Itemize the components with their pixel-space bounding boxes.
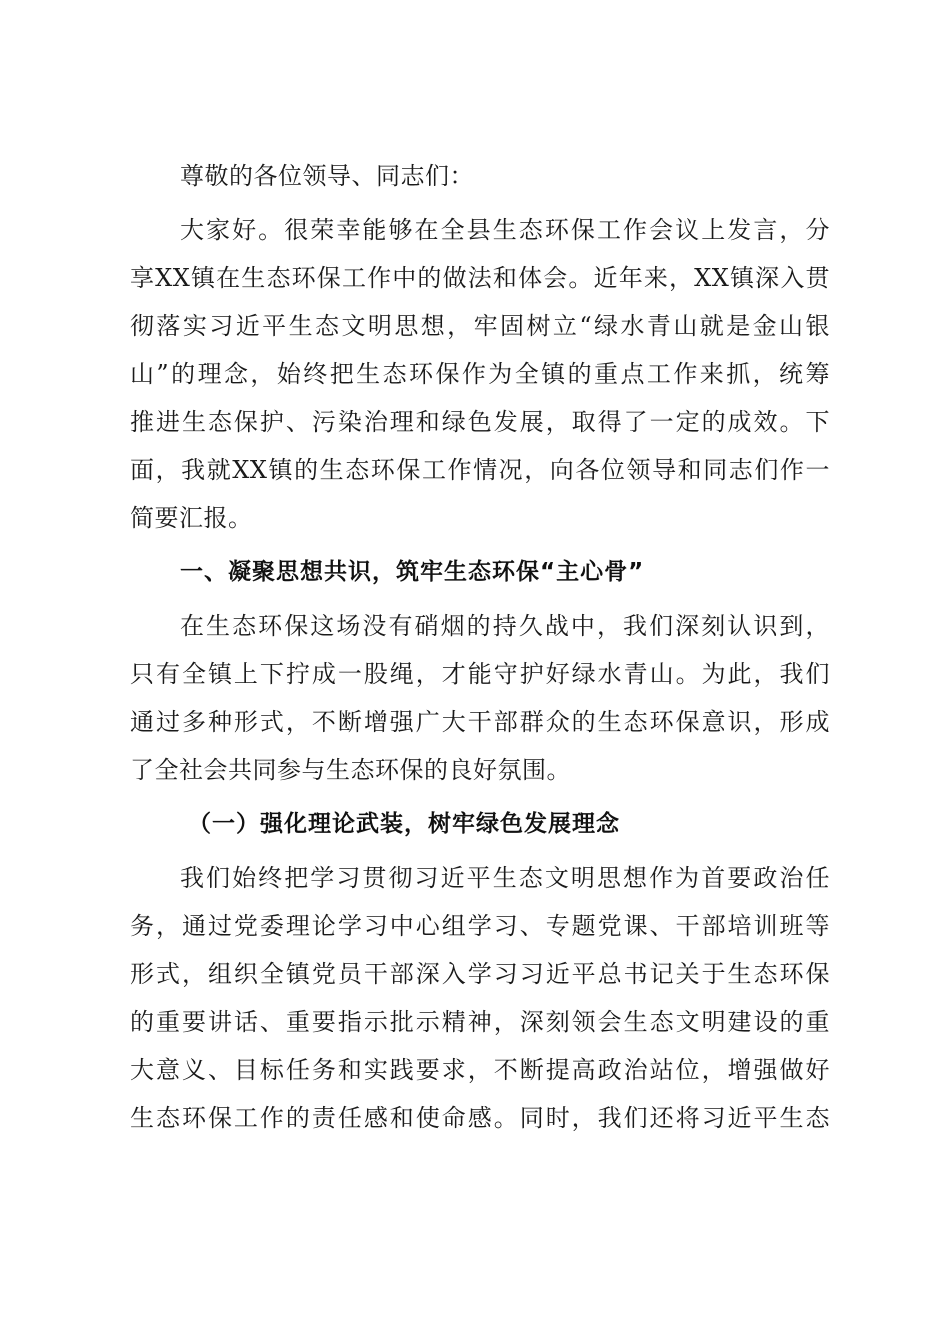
paragraph-line: 山”的理念，始终把生态环保作为全镇的重点工作来抓，统筹 (130, 360, 830, 388)
paragraph-line: 大意义、目标任务和实践要求，不断提高政治站位，增强做好 (130, 1056, 830, 1084)
paragraph-subsection-one (130, 854, 830, 1142)
paragraph-line: 的重要讲话、重要指示批示精神，深刻领会生态文明建设的重 (130, 1008, 830, 1036)
paragraph-line: 我们始终把学习贯彻习近平生态文明思想作为首要政治任 (180, 864, 830, 892)
paragraph-line: 推进生态保护、污染治理和绿色发展，取得了一定的成效。下 (130, 408, 830, 436)
section-heading: 一、凝聚思想共识，筑牢生态环保“主心骨” (180, 559, 645, 585)
subsection-heading: （一）强化理论武装，树牢绿色发展理念 (188, 811, 620, 837)
salutation: 尊敬的各位领导、同志们： (180, 162, 474, 190)
paragraph-line: 了全社会共同参与生态环保的良好氛围。 (130, 756, 571, 784)
paragraph-line: 通过多种形式，不断增强广大干部群众的生态环保意识，形成 (130, 708, 830, 736)
paragraph-line: 简要汇报。 (130, 504, 253, 532)
paragraph-line: 形式，组织全镇党员干部深入学习习近平总书记关于生态环保 (130, 960, 830, 988)
paragraph-line: 面，我就XX镇的生态环保工作情况，向各位领导和同志们作一 (130, 456, 830, 484)
paragraph-line: 彻落实习近平生态文明思想，牢固树立“绿水青山就是金山银 (130, 312, 830, 340)
paragraph-line: 只有全镇上下拧成一股绳，才能守护好绿水青山。为此，我们 (130, 660, 830, 688)
paragraph-line: 享XX镇在生态环保工作中的做法和体会。近年来，XX镇深入贯 (130, 264, 830, 292)
document-body (130, 152, 830, 1142)
paragraph-line: 务，通过党委理论学习中心组学习、专题党课、干部培训班等 (130, 912, 830, 940)
paragraph-section-one (130, 602, 830, 794)
paragraph-line: 在生态环保这场没有硝烟的持久战中，我们深刻认识到， (180, 612, 830, 640)
paragraph-intro (130, 206, 830, 542)
paragraph-line: 生态环保工作的责任感和使命感。同时，我们还将习近平生态 (130, 1104, 830, 1132)
paragraph-line: 大家好。很荣幸能够在全县生态环保工作会议上发言，分 (180, 216, 830, 244)
